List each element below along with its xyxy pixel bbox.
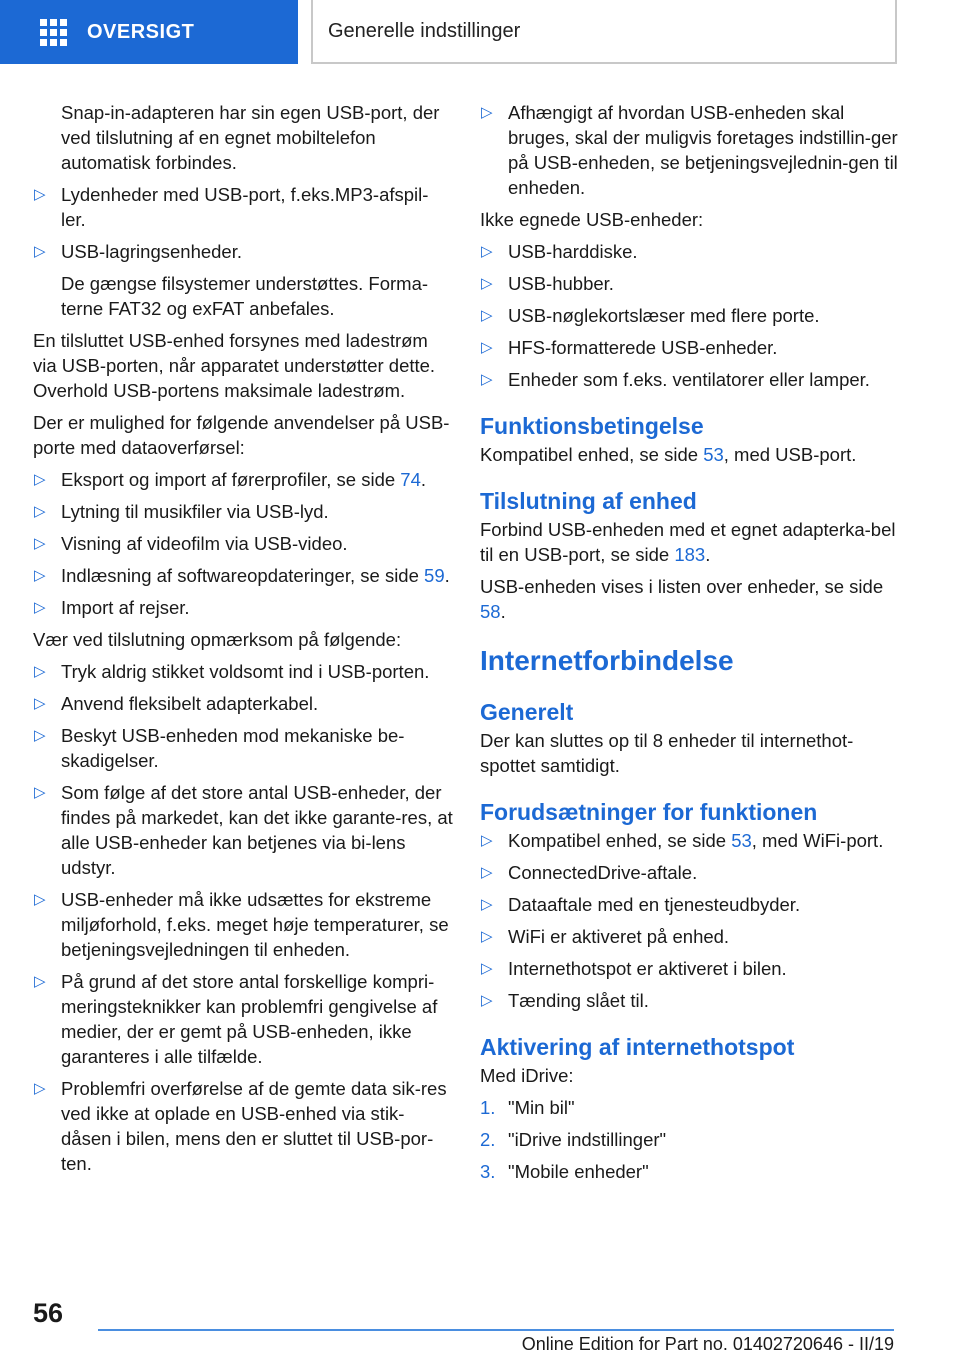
page-link[interactable]: 53 <box>731 830 752 851</box>
page-link[interactable]: 59 <box>424 565 445 586</box>
paragraph: USB-enheden vises i listen over enheder, se side 58. <box>480 576 884 622</box>
bullet-icon: ▷ <box>34 186 46 203</box>
bullet-icon: ▷ <box>34 1080 46 1097</box>
bullet-icon: ▷ <box>481 832 493 849</box>
bullet-icon: ▷ <box>481 339 493 356</box>
list-item: ▷ Visning af videofilm via USB-video. <box>34 533 348 554</box>
paragraph: Vær ved tilslutning opmærksom på følgende: <box>33 629 402 650</box>
paragraph: Ikke egnede USB-enheder: <box>480 209 704 230</box>
paragraph: Med iDrive: <box>480 1065 574 1086</box>
section-heading: Generelt <box>480 699 574 725</box>
list-item: ▷ USB-harddiske. <box>481 241 638 262</box>
bullet-icon: ▷ <box>481 960 493 977</box>
bullet-icon: ▷ <box>481 371 493 388</box>
list-item: ▷ USB-nøglekortslæser med flere porte. <box>481 305 820 326</box>
list-item: ▷ Problemfri overførelse af de gemte data sik-res ved ikke at oplade en USB-enhed via stik-dåsen i bilen, mens den er sluttet til USB-por-ten. <box>34 1078 447 1174</box>
page-link[interactable]: 58 <box>480 601 501 622</box>
bullet-icon: ▷ <box>34 727 46 744</box>
bullet-icon: ▷ <box>481 307 493 324</box>
list-item: ▷ Som følge af det store antal USB-enheder, der findes på markedet, kan det ikke garante-res, at alle USB-enheder kan betjenes via bi-lens udstyr. <box>34 782 453 878</box>
bullet-icon: ▷ <box>34 891 46 908</box>
overview-tab[interactable] <box>0 0 298 64</box>
list-item: ▷ Afhængigt af hvordan USB-enheden skal bruges, skal der muligvis foretages indstillin-ger på USB-enheden, se betjeningsvejlednin-gen til enheden. <box>481 102 898 198</box>
list-item: ▷ Eksport og import af førerprofiler, se side 74. <box>34 469 427 490</box>
page-link[interactable]: 53 <box>703 444 724 465</box>
paragraph: De gængse filsystemer understøttes. Forma-terne FAT32 og exFAT anbefales. <box>61 273 429 319</box>
numbered-step: 2. "iDrive indstillinger" <box>480 1129 667 1150</box>
section-heading: Forudsætninger for funktionen <box>480 799 818 825</box>
bullet-icon: ▷ <box>481 104 493 121</box>
section-heading: Tilslutning af enhed <box>480 488 697 514</box>
bullet-icon: ▷ <box>481 243 493 260</box>
bullet-icon: ▷ <box>34 503 46 520</box>
chapter-heading: Internetforbindelse <box>480 645 734 676</box>
list-item: ▷ WiFi er aktiveret på enhed. <box>481 926 730 947</box>
bullet-icon: ▷ <box>481 928 493 945</box>
list-item: ▷ Tryk aldrig stikket voldsomt ind i USB-porten. <box>34 661 430 682</box>
grid-icon <box>40 19 67 46</box>
bullet-icon: ▷ <box>481 992 493 1009</box>
bullet-icon: ▷ <box>34 784 46 801</box>
step-number: 3. <box>480 1161 496 1182</box>
page-link[interactable]: 183 <box>674 544 706 565</box>
section-heading: Funktionsbetingelse <box>480 413 704 439</box>
bullet-icon: ▷ <box>481 275 493 292</box>
list-item: ▷ Lytning til musikfiler via USB-lyd. <box>34 501 329 522</box>
numbered-step: 1. "Min bil" <box>480 1097 575 1118</box>
bullet-icon: ▷ <box>481 896 493 913</box>
step-number: 1. <box>480 1097 496 1118</box>
paragraph: Der kan sluttes op til 8 enheder til internethot-spottet samtidigt. <box>480 730 854 776</box>
list-item: ▷ HFS-formatterede USB-enheder. <box>481 337 778 358</box>
right-column <box>480 100 900 1191</box>
section-heading: Aktivering af internethotspot <box>480 1034 795 1060</box>
page-header <box>0 0 960 66</box>
left-column <box>33 100 453 1183</box>
list-item: ▷ Tænding slået til. <box>481 990 649 1011</box>
section-tab[interactable] <box>311 0 897 64</box>
page-number: 56 <box>33 1298 64 1328</box>
list-item: ▷ Internethotspot er aktiveret i bilen. <box>481 958 787 979</box>
footer-edition: Online Edition for Part no. 01402720646 - II/19 <box>521 1334 894 1354</box>
paragraph: Forbind USB-enheden med et egnet adapterka-bel til en USB-port, se side 183. <box>480 519 896 565</box>
bullet-icon: ▷ <box>34 471 46 488</box>
list-item: ▷ USB-lagringsenheder. <box>34 241 242 262</box>
list-item: ▷ ConnectedDrive-aftale. <box>481 862 698 883</box>
section-title: Generelle indstillinger <box>328 19 521 42</box>
list-item: ▷ Import af rejser. <box>34 597 190 618</box>
bullet-icon: ▷ <box>34 535 46 552</box>
overview-label: OVERSIGT <box>87 20 195 43</box>
list-item: ▷ USB-enheder må ikke udsættes for ekstreme miljøforhold, f.eks. meget høje temperaturer, se betjeningsvejledningen til enheden. <box>34 889 449 960</box>
list-item: ▷ Beskyt USB-enheden mod mekaniske be-skadigelser. <box>34 725 405 771</box>
paragraph: Der er mulighed for følgende anvendelser på USB-porte med dataoverførsel: <box>33 412 450 458</box>
list-item: ▷ Indlæsning af softwareopdateringer, se side 59. <box>34 565 450 586</box>
bullet-icon: ▷ <box>34 695 46 712</box>
bullet-icon: ▷ <box>34 599 46 616</box>
bullet-icon: ▷ <box>34 567 46 584</box>
list-item: ▷ Kompatibel enhed, se side 53, med WiFi-port. <box>481 830 884 851</box>
paragraph: Kompatibel enhed, se side 53, med USB-port. <box>480 444 857 465</box>
list-item: ▷ På grund af det store antal forskellige kompri-meringsteknikker kan problemfri gengivelse af medier, der er gemt på USB-enheden, ikke garanteres i alle tilfælde. <box>34 971 438 1067</box>
list-item: ▷ Dataaftale med en tjenesteudbyder. <box>481 894 801 915</box>
paragraph: Snap-in-adapteren har sin egen USB-port, der ved tilslutning af en egnet mobiltelefon automatisk forbindes. <box>61 102 440 173</box>
bullet-icon: ▷ <box>481 864 493 881</box>
step-number: 2. <box>480 1129 496 1150</box>
footer-divider <box>98 1329 894 1331</box>
list-item: ▷ Enheder som f.eks. ventilatorer eller lamper. <box>481 369 870 390</box>
list-item: ▷ USB-hubber. <box>481 273 614 294</box>
bullet-icon: ▷ <box>34 663 46 680</box>
page-link[interactable]: 74 <box>400 469 421 490</box>
list-item: ▷ Anvend fleksibelt adapterkabel. <box>34 693 319 714</box>
list-item: ▷ Lydenheder med USB-port, f.eks.MP3-afspil-ler. <box>34 184 429 230</box>
paragraph: En tilsluttet USB-enhed forsynes med ladestrøm via USB-porten, når apparatet understøtter dette. Overhold USB-portens maksimale ladestrøm. <box>33 330 436 401</box>
bullet-icon: ▷ <box>34 243 46 260</box>
bullet-icon: ▷ <box>34 973 46 990</box>
numbered-step: 3. "Mobile enheder" <box>480 1161 649 1182</box>
